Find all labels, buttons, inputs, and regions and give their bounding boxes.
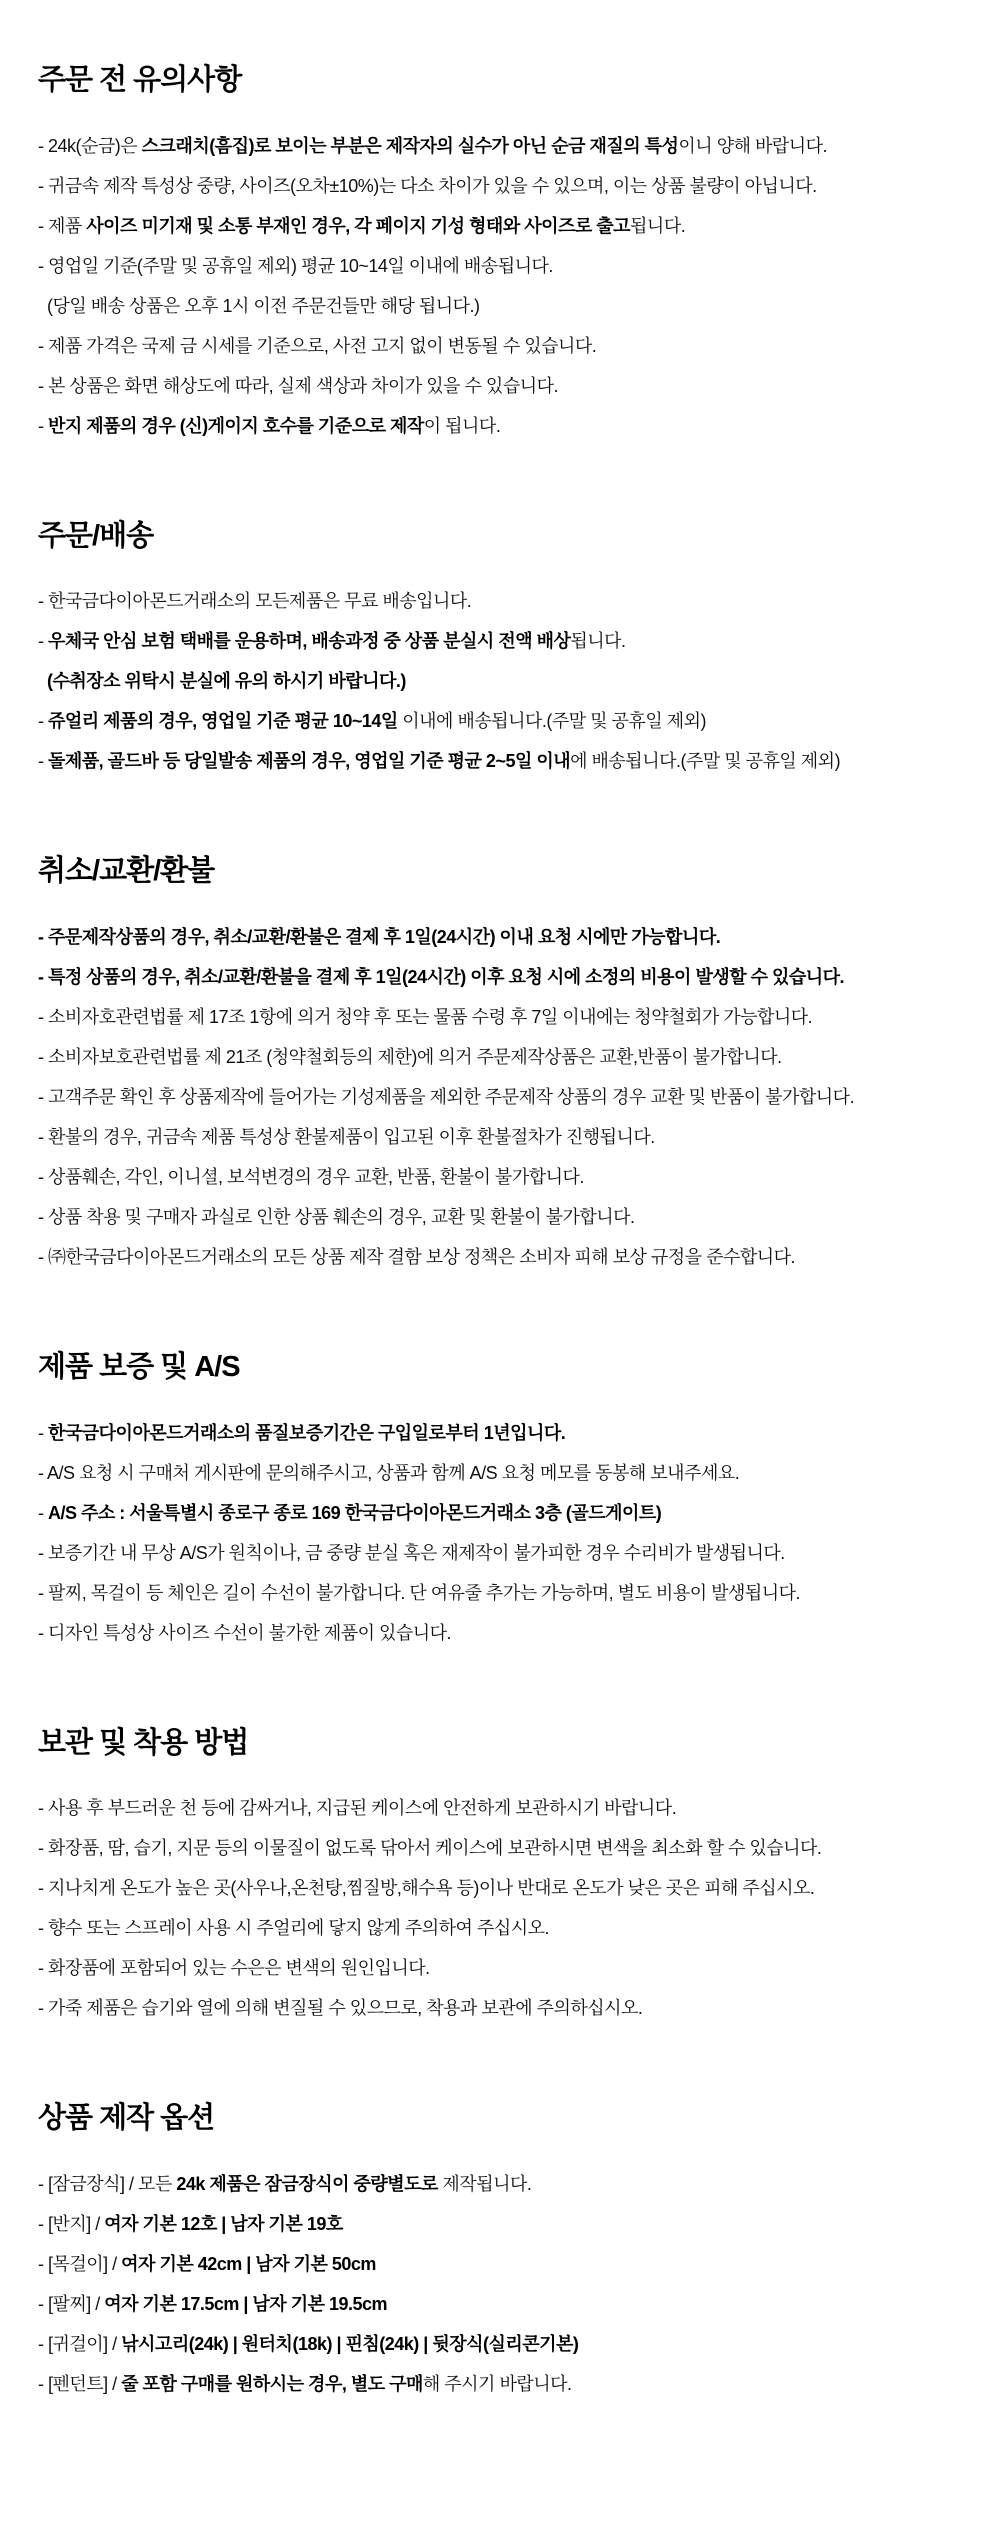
notice-line [38,406,960,446]
notice-text: - 본 상품은 화면 해상도에 따라, 실제 색상과 차이가 있을 수 있습니다. [38,375,558,396]
notice-text: - 영업일 기준(주말 및 공휴일 제외) 평균 10~14일 이내에 배송됩니다. [38,255,553,276]
notice-text: - 화장품, 땀, 습기, 지문 등의 이물질이 없도록 닦아서 케이스에 보관하시면 변색을 최소화 할 수 있습니다. [38,1838,822,1859]
notice-line [38,2204,960,2244]
notice-text-bold: 반지 제품의 경우 (신)게이지 호수를 기준으로 제작 [48,415,424,436]
notice-text: - A/S 요청 시 구매처 게시판에 문의해주시고, 상품과 함께 A/S 요청 메모를 동봉해 보내주세요. [38,1462,740,1483]
notice-line [38,581,960,621]
notice-text: - [38,631,48,652]
notice-text: - 디자인 특성상 사이즈 수선이 불가한 제품이 있습니다. [38,1622,452,1643]
notice-line [38,917,960,957]
notice-text: - 보증기간 내 무상 A/S가 원칙이나, 금 중량 분실 혹은 재제작이 불가피한 경우 수리비가 발생됩니다. [38,1542,785,1563]
notice-text: - 상품 착용 및 구매자 과실로 인한 상품 훼손의 경우, 교환 및 환불이 불가합니다. [38,1207,635,1228]
notice-line [38,1948,960,1988]
notice-text-bold: 돌제품, 골드바 등 당일발송 제품의 경우, 영업일 기준 평균 2~5일 이내 [48,751,571,772]
notice-text-bold: 여자 기본 42cm | 남자 기본 50cm [121,2254,376,2275]
notice-line [38,286,960,326]
notice-text: - 소비자호관련법률 제 17조 1항에 의거 청약 후 또는 물품 수령 후 7일 이내에는 청약철회가 가능합니다. [38,1007,813,1028]
notice-text: 됩니다. [570,631,626,652]
notice-text: 제작됩니다. [437,2174,532,2195]
notice-text: - [38,1502,48,1523]
notice-line [38,1988,960,2028]
section-title: 주문/배송 [38,519,154,552]
section-lines [38,126,960,446]
notice-line [38,2164,960,2204]
notice-text: - 화장품에 포함되어 있는 수은은 변색의 원인입니다. [38,1958,430,1979]
notice-line [38,1868,960,1908]
notice-section [38,1349,960,1653]
notice-text: - ㈜한국금다이아몬드거래소의 모든 상품 제작 결함 보상 정책은 소비자 피해 보상 규정을 준수합니다. [38,1247,796,1268]
notice-text: - 귀금속 제작 특성상 중량, 사이즈(오차±10%)는 다소 차이가 있을 수 있으며, 이는 상품 불량이 아닙니다. [38,175,817,196]
notice-text: - [38,415,48,436]
notice-line [38,997,960,1037]
notice-line [38,1788,960,1828]
notice-line [38,366,960,406]
notice-line [38,126,960,166]
section-title: 제품 보증 및 A/S [38,1351,240,1384]
notice-line [38,1117,960,1157]
notice-text-bold: 스크래치(흠집)로 보이는 부분은 제작자의 실수가 아닌 순금 재질의 특성 [141,135,679,156]
notice-line [38,246,960,286]
notice-text: - 환불의 경우, 귀금속 제품 특성상 환불제품이 입고된 이후 환불절차가 진행됩니다. [38,1127,655,1148]
notice-text: - [38,1422,48,1443]
notice-line [38,1157,960,1197]
notice-text: - [목걸이] / [38,2254,122,2275]
notice-line [38,1413,960,1453]
notice-text-bold: 사이즈 미기재 및 소통 부재인 경우, 각 페이지 기성 형태와 사이즈로 출고 [86,215,631,236]
notice-text-bold: A/S 주소 : 서울특별시 종로구 종로 169 한국금다이아몬드거래소 3층 (골드게이트) [48,1502,662,1523]
notice-line [38,1197,960,1237]
notice-text: - 사용 후 부드러운 천 등에 감싸거나, 지급된 케이스에 안전하게 보관하시기 바랍니다. [38,1798,677,1819]
notice-line [38,1908,960,1948]
notice-line [38,2244,960,2284]
notice-text: - [반지] / [38,2214,105,2235]
notice-text: - 상품훼손, 각인, 이니셜, 보석변경의 경우 교환, 반품, 환불이 불가합니다. [38,1167,584,1188]
notice-text: - 24k(순금)은 [38,135,142,156]
notice-line [38,621,960,661]
notice-line [38,1573,960,1613]
notice-text: 에 배송됩니다.(주말 및 공휴일 제외) [570,751,841,772]
notice-section [38,1725,960,2029]
notice-line [38,1828,960,1868]
notice-text: - 고객주문 확인 후 상품제작에 들어가는 기성제품을 제외한 주문제작 상품의 경우 교환 및 반품이 불가합니다. [38,1087,855,1108]
notice-section [38,2100,960,2404]
notice-text: - 향수 또는 스프레이 사용 시 주얼리에 닿지 않게 주의하여 주십시오. [38,1918,549,1939]
notice-section [38,853,960,1277]
notice-text: - [잠금장식] / 모든 [38,2174,177,2195]
notice-line [38,741,960,781]
notice-text-bold: - 특정 상품의 경우, 취소/교환/환불을 결제 후 1일(24시간) 이후 요청 시에 소정의 비용이 발생할 수 있습니다. [38,967,845,988]
section-lines [38,1413,960,1653]
section-title: 취소/교환/환불 [38,855,215,888]
section-title: 보관 및 착용 방법 [38,1726,249,1759]
notice-text: - [귀걸이] / [38,2334,122,2355]
notice-sections-container [38,62,960,2404]
notice-line [38,326,960,366]
notice-text: - [38,751,48,772]
notice-line [38,1613,960,1653]
notice-text: - [팔찌] / [38,2294,105,2315]
section-title: 상품 제작 옵션 [38,2102,215,2135]
section-lines [38,917,960,1277]
section-lines [38,581,960,781]
notice-text: - [펜던트] / [38,2374,122,2395]
notice-text: - 제품 가격은 국제 금 시세를 기준으로, 사전 고지 없이 변동될 수 있습니다. [38,335,597,356]
notice-text-bold: 한국금다이아몬드거래소의 품질보증기간은 구입일로부터 1년입니다. [48,1422,566,1443]
notice-text: 이 됩니다. [423,415,501,436]
notice-line [38,1237,960,1277]
notice-text-bold: 줄 포함 구매를 원하시는 경우, 별도 구매 [121,2374,423,2395]
notice-text: (당일 배송 상품은 오후 1시 이전 주문건들만 해당 됩니다.) [47,295,480,316]
section-lines [38,2164,960,2404]
notice-line [38,2324,960,2364]
notice-section [38,62,960,446]
notice-line [38,1453,960,1493]
section-title: 주문 전 유의사항 [38,64,242,96]
notice-section [38,518,960,782]
notice-text-bold: 쥬얼리 제품의 경우, 영업일 기준 평균 10~14일 [48,711,398,732]
notice-text-bold: 여자 기본 17.5cm | 남자 기본 19.5cm [104,2294,388,2315]
notice-text: - 제품 [38,215,87,236]
notice-text: 해 주시기 바랍니다. [422,2374,572,2395]
notice-line [38,957,960,997]
notice-text-bold: (수취장소 위탁시 분실에 유의 하시기 바랍니다.) [47,671,406,692]
notice-line [38,1493,960,1533]
notice-text-bold: 24k 제품은 잠금장식이 중량별도로 [176,2174,438,2195]
notice-line [38,661,960,701]
notice-text: - 한국금다이아몬드거래소의 모든제품은 무료 배송입니다. [38,591,472,612]
notice-line [38,1037,960,1077]
notice-line [38,2364,960,2404]
notice-line [38,701,960,741]
notice-line [38,206,960,246]
notice-line [38,2284,960,2324]
section-lines [38,1788,960,2028]
notice-text: - 소비자보호관련법률 제 21조 (청약철회등의 제한)에 의거 주문제작상품은 교환,반품이 불가합니다. [38,1047,782,1068]
notice-text: 이니 양해 바랍니다. [678,135,828,156]
notice-text: - 지나치게 온도가 높은 곳(사우나,온천탕,찜질방,해수욕 등)이나 반대로 온도가 낮은 곳은 피해 주십시오. [38,1878,815,1899]
notice-line [38,166,960,206]
notice-text: 이내에 배송됩니다.(주말 및 공휴일 제외) [397,711,706,732]
notice-line [38,1077,960,1117]
notice-line [38,1533,960,1573]
notice-text-bold: 여자 기본 12호 | 남자 기본 19호 [104,2214,343,2235]
notice-text-bold: - 주문제작상품의 경우, 취소/교환/환불은 결제 후 1일(24시간) 이내 요청 시에만 가능합니다. [38,927,721,948]
notice-text: 됩니다. [630,215,686,236]
notice-text: - 가죽 제품은 습기와 열에 의해 변질될 수 있으므로, 착용과 보관에 주의하십시오. [38,1998,643,2019]
notice-text: - 팔찌, 목걸이 등 체인은 길이 수선이 불가합니다. 단 여유줄 추가는 가능하며, 별도 비용이 발생됩니다. [38,1582,801,1603]
notice-text-bold: 낚시고리(24k) | 원터치(18k) | 핀침(24k) | 뒷장식(실리콘기본) [121,2334,579,2355]
notice-text: - [38,711,48,732]
notice-text-bold: 우체국 안심 보험 택배를 운용하며, 배송과정 중 상품 분실시 전액 배상 [48,631,571,652]
